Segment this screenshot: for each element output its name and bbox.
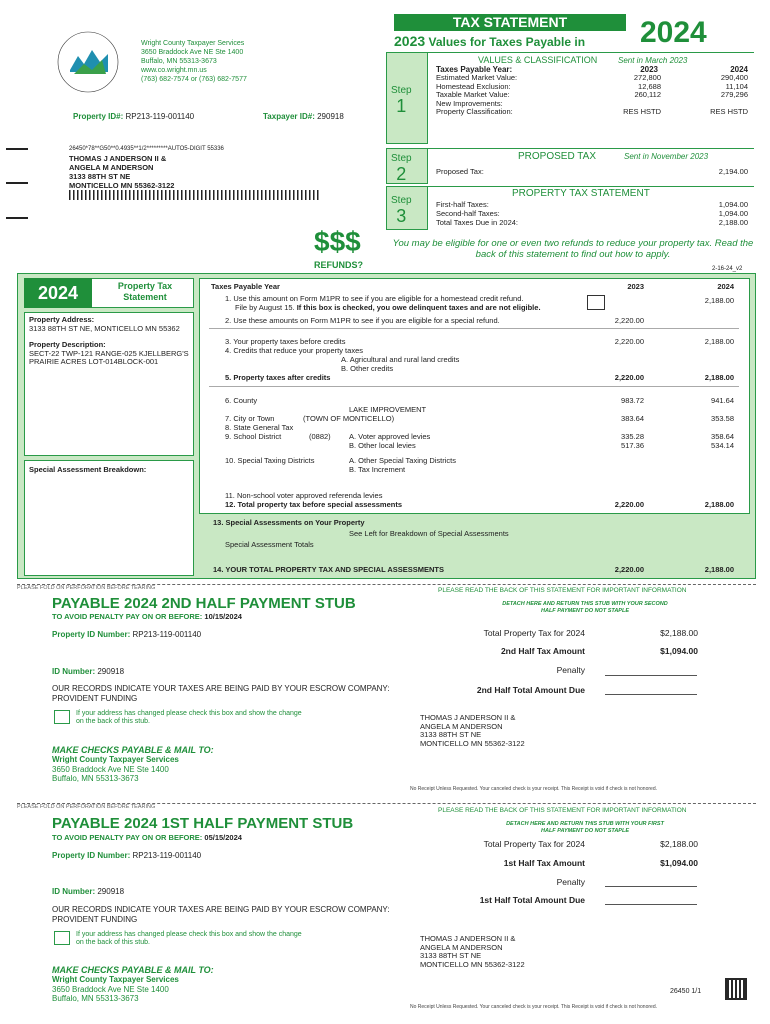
- detail-line13-note: See Left for Breakdown of Special Assessments: [349, 529, 509, 538]
- stub2-address-change-checkbox[interactable]: [54, 710, 70, 724]
- taxpayer-id: Taxpayer ID#: 290918: [263, 112, 344, 121]
- detail-l3-b: 2,188.00: [704, 337, 734, 346]
- detail-line9a: A. Voter approved levies: [349, 432, 431, 441]
- detail-l3-a: 2,220.00: [614, 337, 644, 346]
- stub2-pid: Property ID Number: RP213-119-001140: [52, 630, 202, 639]
- stub1-due-field[interactable]: [605, 904, 697, 905]
- fold-note: PLEASE FOLD ON PERFORATION BEFORE TEARING: [17, 585, 156, 591]
- stub1-penalty: TO AVOID PENALTY PAY ON OR BEFORE: 05/15/2024: [52, 833, 242, 842]
- detail-line5: 5. Property taxes after credits: [225, 373, 331, 382]
- detail-line7-name: (TOWN OF MONTICELLO): [303, 414, 395, 423]
- stub1-penalty-field[interactable]: [605, 886, 697, 887]
- detail-line7: 7. City or Town: [225, 414, 275, 423]
- detail-line4a: A. Agricultural and rural land credits: [341, 355, 460, 364]
- stub2-receipt-note: No Receipt Unless Requested. Your canceled check is your receipt. This Receipt is void if check is not honored.: [410, 786, 657, 792]
- detail-line1: 1. Use this amount on Form M1PR to see if you are eligible for a homestead credit refund. File by August 15. If this box is checked, you owe delinquent taxes and are not eligible.: [225, 294, 541, 312]
- step1-row: Taxable Market Value: 260,112 279,296: [436, 90, 748, 99]
- read-back-note: PLEASE READ THE BACK OF THIS STATEMENT FOR IMPORTANT INFORMATION: [438, 587, 687, 594]
- stub2-remit-name: THOMAS J ANDERSON II & ANGELA M ANDERSON 3133 88TH ST NE MONTICELLO MN 55362-3122: [420, 713, 525, 748]
- special-assessment-label: Special Assessment Breakdown:: [29, 465, 147, 474]
- step3-row: Second-half Taxes: 1,094.00: [436, 209, 748, 218]
- stub2-make-checks: MAKE CHECKS PAYABLE & MAIL TO:: [52, 745, 214, 755]
- detail-line4b: B. Other credits: [341, 364, 394, 373]
- stub2-penalty-field[interactable]: [605, 675, 697, 676]
- stub2-mail-to: Wright County Taxpayer Services 3650 Braddock Ave NE Ste 1400 Buffalo, MN 55313-3673: [52, 755, 179, 783]
- stub2-penalty-label: Penalty: [556, 665, 585, 675]
- postal-barcode: [69, 190, 319, 200]
- mailing-street: 3133 88TH ST NE: [69, 172, 131, 181]
- detail-line4: 4. Credits that reduce your property taxes: [225, 346, 363, 355]
- detail-l2-a: 2,220.00: [614, 316, 644, 325]
- stub1-half-label: 1st Half Tax Amount: [503, 858, 585, 868]
- margin-mark-2: [6, 182, 28, 184]
- refunds-symbol: $$$: [314, 226, 361, 257]
- form-code: 2-16-24_v2: [712, 266, 743, 272]
- detail-l12-b: 2,188.00: [704, 500, 734, 509]
- step3-row: First-half Taxes: 1,094.00: [436, 200, 748, 209]
- detail-line9b: B. Other local levies: [349, 441, 416, 450]
- detail-line6: 6. County: [225, 396, 258, 405]
- step1-row: New Improvements:: [436, 98, 503, 108]
- county-seal: [48, 30, 128, 94]
- step1-title: VALUES & CLASSIFICATION: [478, 55, 598, 65]
- step1-col-b: 2024: [730, 65, 748, 74]
- stub1-total-label: Total Property Tax for 2024: [483, 839, 585, 849]
- stub1-escrow: OUR RECORDS INDICATE YOUR TAXES ARE BEING PAID BY YOUR ESCROW COMPANY: PROVIDENT FUNDING: [52, 905, 390, 924]
- stub1-due-label: 1st Half Total Amount Due: [479, 895, 585, 905]
- detail-l9b-b: 534.14: [711, 441, 734, 450]
- detail-l1-b: 2,188.00: [704, 296, 734, 305]
- stub1-remit-name: THOMAS J ANDERSON II & ANGELA M ANDERSON 3133 88TH ST NE MONTICELLO MN 55362-3122: [420, 934, 525, 969]
- detail-l7-b: 353.58: [711, 414, 734, 423]
- tax-statement-banner: TAX STATEMENT: [394, 14, 626, 31]
- detail-l5-b: 2,188.00: [704, 373, 734, 382]
- stub2-penalty: TO AVOID PENALTY PAY ON OR BEFORE: 10/15/2024: [52, 612, 242, 621]
- stub2-change-note: If your address has changed please check this box and show the change on the back of this stub.: [76, 710, 302, 725]
- margin-mark-3: [6, 217, 28, 219]
- stub2-total: $2,188.00: [660, 628, 698, 638]
- step1-col-label: Taxes Payable Year:: [436, 65, 513, 74]
- step3-row: Total Taxes Due in 2024: 2,188.00: [436, 218, 748, 227]
- step2-proposed-label: Proposed Tax:: [436, 167, 484, 176]
- step1-label: Step 1: [391, 85, 412, 116]
- step1-rows: [436, 74, 748, 117]
- stub1-make-checks: MAKE CHECKS PAYABLE & MAIL TO:: [52, 965, 214, 975]
- county-office: Wright County Taxpayer Services: [141, 40, 245, 47]
- mailing-barcode-line: 26450*78**G50**0.4935**1/2*********AUTO5-DIGIT 55336: [69, 146, 224, 152]
- property-address-value: 3133 88TH ST NE, MONTICELLO MN 55362: [29, 323, 180, 333]
- stub2-title: PAYABLE 2024 2ND HALF PAYMENT STUB: [52, 595, 356, 612]
- stub1-id: ID Number: 290918: [52, 887, 125, 896]
- step2-sent: Sent in November 2023: [624, 152, 709, 161]
- detail-line3: 3. Your property taxes before credits: [225, 337, 346, 346]
- county-contact: [141, 39, 247, 84]
- step2-box: [386, 148, 754, 184]
- step1-sent: Sent in March 2023: [618, 56, 688, 65]
- property-description-label: Property Description:: [29, 340, 106, 349]
- page-number: 26450 1/1: [670, 988, 702, 995]
- stub1-detach: DETACH HERE AND RETURN THIS STUB WITH YOUR FIRST HALF PAYMENT DO NOT STAPLE: [506, 821, 664, 834]
- detail-lake: LAKE IMPROVEMENT: [349, 405, 427, 414]
- step1-row: Homestead Exclusion: 12,688 11,104: [436, 81, 748, 91]
- mailing-name2: ANGELA M ANDERSON: [69, 163, 154, 172]
- detail-head-a: 2023: [627, 282, 644, 291]
- stub1-change-note: If your address has changed please check this box and show the change on the back of this stub.: [76, 931, 302, 946]
- year-big: 2024: [640, 16, 707, 49]
- detail-line14: 14. YOUR TOTAL PROPERTY TAX AND SPECIAL ASSESSMENTS: [213, 565, 445, 574]
- stub1-total: $2,188.00: [660, 839, 698, 849]
- stub2-due-field[interactable]: [605, 694, 697, 695]
- detail-head-label: Taxes Payable Year: [211, 282, 280, 291]
- divider: [209, 386, 739, 387]
- county-phone: (763) 682-7574 or (763) 682-7577: [141, 76, 247, 83]
- step1-box: [386, 52, 754, 144]
- refunds-text: You may be eligible for one or even two refunds to reduce your property tax. Read the back of this statement to find out how to apply.: [392, 238, 754, 260]
- county-address2: Buffalo, MN 55313-3673: [141, 58, 217, 65]
- stub1-mail-to: Wright County Taxpayer Services 3650 Braddock Ave NE Ste 1400 Buffalo, MN 55313-3673: [52, 975, 179, 1003]
- stub1-pid: Property ID Number: RP213-119-001140: [52, 851, 202, 860]
- step3-title: PROPERTY TAX STATEMENT: [512, 188, 650, 199]
- detail-panel: [199, 278, 750, 574]
- margin-mark-1: [6, 148, 28, 150]
- mailing-name1: THOMAS J ANDERSON II &: [69, 154, 167, 163]
- step2-title: PROPOSED TAX: [518, 151, 596, 162]
- detail-line9: 9. School District: [225, 432, 282, 441]
- stub2-detach: DETACH HERE AND RETURN THIS STUB WITH YOUR SECOND HALF PAYMENT DO NOT STAPLE: [502, 601, 668, 614]
- step1-row: Estimated Market Value: 272,800 290,400: [436, 73, 748, 82]
- stub1-address-change-checkbox[interactable]: [54, 931, 70, 945]
- step2-label: Step 2: [391, 153, 412, 184]
- mailing-city: MONTICELLO MN 55362-3122: [69, 181, 175, 190]
- county-address1: 3650 Braddock Ave NE Ste 1400: [141, 49, 244, 56]
- detail-line10b: B. Tax Increment: [349, 465, 406, 474]
- stub1-half: $1,094.00: [660, 858, 698, 868]
- detail-line2: 2. Use these amounts on Form M1PR to see if you are eligible for a special refund.: [225, 316, 500, 325]
- detail-line8: 8. State General Tax: [225, 423, 294, 432]
- detail-line13: 13. Special Assessments on Your Property: [213, 518, 365, 527]
- values-line: 2023 Values for Taxes Payable in: [394, 33, 586, 49]
- mailing-address: [69, 145, 224, 190]
- detail-line10a: A. Other Special Taxing Districts: [349, 456, 456, 465]
- detail-line10: 10. Special Taxing Districts: [225, 456, 315, 465]
- left-panel-title: Property Tax Statement: [117, 281, 173, 302]
- stub2-half-label: 2nd Half Tax Amount: [500, 646, 585, 656]
- stub2-half: $1,094.00: [660, 646, 698, 656]
- stub2-id: ID Number: 290918: [52, 667, 125, 676]
- stub2-due-label: 2nd Half Total Amount Due: [476, 685, 585, 695]
- detail-l12-a: 2,220.00: [614, 500, 644, 509]
- stub1-title: PAYABLE 2024 1ST HALF PAYMENT STUB: [52, 815, 354, 832]
- step1-col-a: 2023: [640, 65, 658, 74]
- stub2-total-label: Total Property Tax for 2024: [483, 628, 585, 638]
- county-web: www.co.wright.mn.us: [141, 67, 207, 74]
- detail-l7-a: 383.64: [621, 414, 644, 423]
- detail-l9a-a: 335.28: [621, 432, 644, 441]
- property-description-value: SECT-22 TWP-121 RANGE-025 KJELLBERG'S PRAIRIE ACRES LOT-014BLOCK-001: [29, 348, 189, 366]
- delinquent-checkbox[interactable]: [587, 295, 605, 310]
- stub1-penalty-label: Penalty: [556, 877, 585, 887]
- divider: [209, 328, 739, 329]
- read-back-note: PLEASE READ THE BACK OF THIS STATEMENT FOR IMPORTANT INFORMATION: [438, 807, 687, 814]
- fold-note: PLEASE FOLD ON PERFORATION BEFORE TEARING: [17, 804, 156, 810]
- step3-box: [386, 186, 754, 230]
- detail-line12: 12. Total property tax before special assessments: [225, 500, 403, 509]
- property-address-label: Property Address:: [29, 315, 95, 324]
- left-panel-year: 2024: [24, 278, 92, 308]
- detail-l14-a: 2,220.00: [614, 565, 644, 574]
- detail-l5-a: 2,220.00: [614, 373, 644, 382]
- left-panel: [24, 278, 194, 578]
- detail-l9b-a: 517.36: [621, 441, 644, 450]
- detail-l9a-b: 358.64: [711, 432, 734, 441]
- detail-l6-a: 983.72: [621, 396, 644, 405]
- detail-l6-b: 941.64: [711, 396, 734, 405]
- step3-label: Step 3: [391, 195, 412, 226]
- qr-code-icon: [725, 978, 747, 1000]
- stub1-receipt-note: No Receipt Unless Requested. Your canceled check is your receipt. This Receipt is void if check is not honored.: [410, 1004, 657, 1010]
- refunds-label: REFUNDS?: [314, 260, 363, 270]
- detail-line9-num: (0882): [309, 432, 331, 441]
- detail-line13-totals: Special Assessment Totals: [225, 540, 314, 549]
- detail-l14-b: 2,188.00: [704, 565, 734, 574]
- detail-line11: 11. Non-school voter approved referenda levies: [225, 491, 383, 500]
- step1-row: Property Classification: RES HSTD RES HSTD: [436, 107, 748, 116]
- step2-proposed-value: 2,194.00: [718, 167, 748, 176]
- detail-head-b: 2024: [717, 282, 734, 291]
- stub2-escrow: OUR RECORDS INDICATE YOUR TAXES ARE BEING PAID BY YOUR ESCROW COMPANY: PROVIDENT FUNDING: [52, 684, 390, 703]
- property-id: Property ID#: RP213-119-001140: [73, 112, 195, 121]
